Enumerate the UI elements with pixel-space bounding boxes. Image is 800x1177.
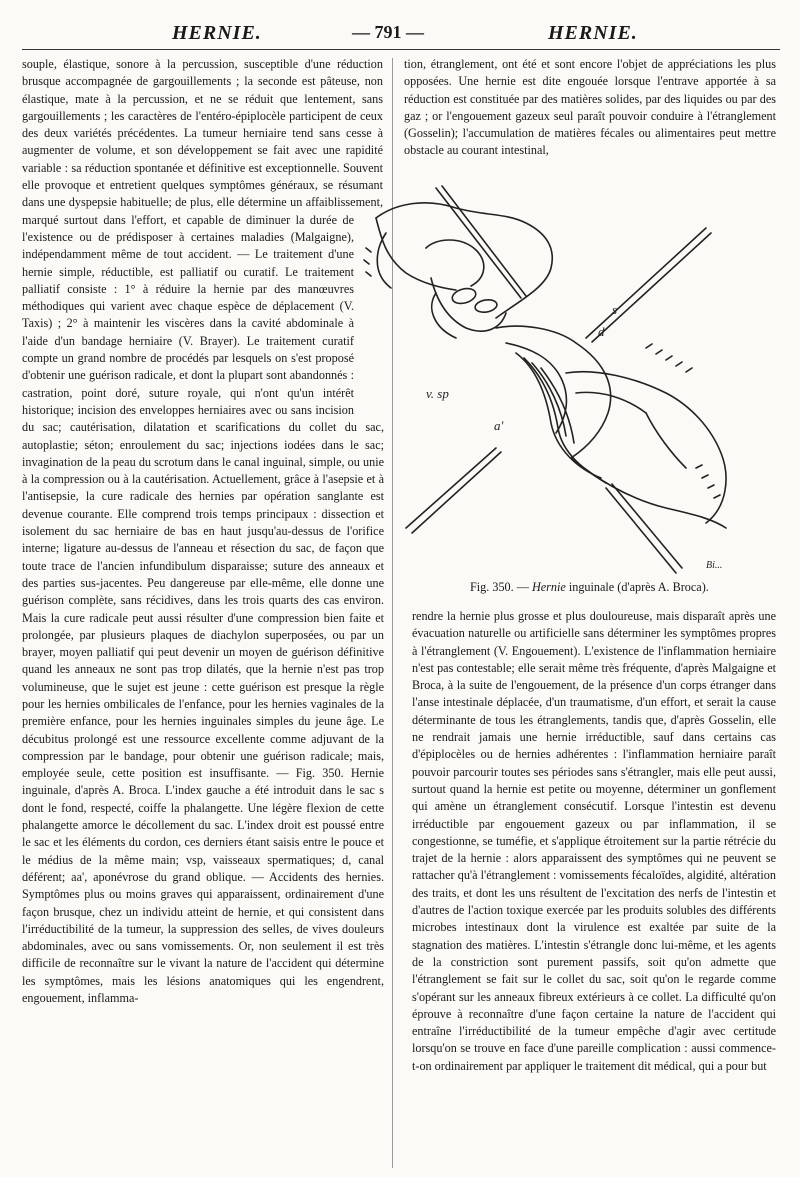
right-column-bottom-text: rendre la hernie plus grosse et plus douloureuse, mais disparaît après une évacuation naturelle ou artificielle sans déterminer les symptômes propres à l'étranglement (V. Engouement). L'existence de l'inflammation herniaire n'est pas contestable; elle serait même très fréquente, d'après Malgaigne et Broca, à la suite de l'engouement, de la présence d'un corps étranger dans l'anse intestinale déplacée, d'un traumatisme, d'un effort, et serait la cause déterminante de tous les étranglements, tandis que, d'après Gosselin, elle ne rendrait jamais une hernie irréductible, sauf dans certains cas d'épiplocèles ou de hernies adhérentes : l'inflammation herniaire paraît pouvoir parcourir toutes ses périodes sans s'étrangler, mais elle peut aussi, surtout quand la hernie est petite ou moyenne, déterminer un gonflement qui amène un étranglement consécutif. Lorsque l'intestin est devenu irréductible par engouement gazeux ou par inflammation, il se congestionne, se tuméfie, et s'applique étroitement sur la partie rétrécie du trajet de la hernie : alors apparaissent des symptômes qui ne peuvent se rattacher qu'à l'étranglement : vomissements fécaloïdes, algidité, altération des traits, et dont les uns résultent de l'excitation des nerfs de l'intestin et d'autres de l'action toxique exercée par les produits solubles des différents microbes intestinaux dont la virulence est exaltée par suite de la stagnation des matières. L'intestin s'étrangle donc lui-même, et les agents de la constriction sont purement passifs, soit qu'on admette que l'étranglement se fait sur le collet du sac, soit qu'on le regarde comme s'opérant sur les anneaux fibreux extérieurs à ce collet. La difficulté qu'on éprouve à reconnaître d'une façon certaine la nature de l'accident qui entraîne l'irréductibilité de la tumeur empêche d'agir avec certitude lorsqu'on se trouve en face d'une pareille complication : aussi commence-t-on ordinairement par appliquer le traitement dit médical, qui a pour but [412, 609, 776, 1073]
figure-caption [470, 580, 770, 595]
header-title-right: HERNIE. [548, 22, 638, 44]
label-d: d [598, 324, 605, 339]
right-column-bottom [412, 608, 776, 1173]
header-title-left: HERNIE. [172, 22, 262, 44]
right-column-top [404, 56, 776, 176]
page-number: — 791 — [352, 22, 424, 42]
left-column-text: souple, élastique, sonore à la percussion, susceptible d'une réduction brusque accompagnée de gargouillements ; la seconde est pâteuse, non élastique, mate à la percussion, et ne se réduit que lentement, sans gargouillements ; les caractères de l'entéro-épiplocèle participent de ceux des deux variétés précédentes. La tumeur herniaire tend sans cesse à augmenter de volume, et son développement se fait avec une rapidité variable : sa réduction spontanée et définitive est exceptionnelle. Souvent elle provoque et entretient quelques symptômes généraux, se résumant dans une dyspepsie habituelle; de plus, elle détermine un affaiblissement, marqué surtout dans l'effort, et capable de diminuer la durée de l'existence ou de prédisposer à certaines maladies (Malgaigne), indépendamment même de tout accident. — Le traitement d'une hernie simple, réductible, est palliatif ou curatif. Le traitement palliatif consiste : 1° à réduire la hernie par des manœuvres méthodiques qui varient avec chaque espèce de déplacement (V. Taxis) ; 2° à maintenir les viscères dans la cavité abdominale à l'aide d'un bandage herniaire (V. Brayer). Le traitement curatif compte un grand nombre de procédés par lesquels on s'est proposé d'obtenir une guérison radicale, et dont la plupart sont abandonnés : castration, point doré, suture royale, qui n'ont qu'un intérêt historique; incision des enveloppes herniaires avec ou sans incision du sac; cautérisation, dilatation et scarifications du collet du sac, autoplastie; séton; enroulement du sac; injections iodées dans le sac; invagination de la peau du scrotum dans le canal inguinal, simple, ou unie à la compression ou à la cautérisation. Actuellement, grâce à l'asepsie et à l'antisepsie, la cure radicale des hernies par opération sanglante est devenue courante. Elle comprend trois temps principaux : dissection et isolement du sac herniaire de bas en haut jusqu'au-dessus de l'orifice interne; ligature au-dessus de l'anneau et résection du sac, de façon que toute trace de l'ancien infundibulum disparaisse; suture des anneaux et des parties sus-jacentes. Peu dangereuse par elle-même, elle donne une guérison complète, sans récidives, dans les trois quarts des cas environ. Mais la cure radicale peut aussi résulter d'une compression bien faite et prolongée, par plusieurs plaques de diachylon superposées, ou par un brayer, moyen palliatif qui peut devenir un moyen de guérison définitive quand les anneaux ne sont pas trop dilatés, que la hernie n'est pas trop volumineuse, que le sujet est jeune : cette guérison est presque la règle pour les hernies ombilicales de l'enfance, pour les hernies vaginales de la première enfance, pour les hernies inguinales simples du jeune âge. Le décubitus prolongé est une ressource excellente comme adjuvant de la compression par le bandage, pour obtenir une guérison radicale; mais, employée seule, cette position est insuffisante. — Fig. 350. Hernie inguinale, d'après A. Broca. L'index gauche a été introduit dans le sac s dont le fond, respecté, coiffe la phalangette. Une légère flexion de cette phalangette amorce le décollement du sac. L'index droit est poussé entre le sac et les éléments du cordon, ces derniers étant saisis entre le pouce et le médius de la même main; vsp, vaisseaux spermatiques; d, canal déférent; aa', aponévrose du grand oblique. — Accidents des hernies. Symptômes plus ou moins graves qui apparaissent, ordinairement d'une façon brusque, chez un individu atteint de hernie, et qui consistent dans l'irréductibilité de la tumeur, la suppression des selles, de vives douleurs abdominales, avec ou sans vomissements. Or, non seulement il est très difficile de reconnaître sur le vivant la nature de l'accident qui détermine les symptômes, mais les lésions anatomiques qui les engendrent, engouement, inflamma- [22, 57, 384, 1006]
caption-rest: inguinale (d'après A. Broca). [565, 580, 709, 594]
label-s: s [612, 302, 618, 317]
label-vsp: v. sp [426, 386, 449, 401]
figure-350 [346, 178, 776, 578]
hernia-illustration [346, 178, 776, 578]
right-column-top-text: tion, étranglement, ont été et sont encore l'objet de appréciations les plus opposées. Une hernie est dite engouée lorsque l'entrave apportée à sa réduction est constituée par des matières solides, par des liquides ou par des gaz ; or l'engouement gazeux seul paraît pouvoir conduire à l'étranglement (Gosselin); l'accumulation de matières fécales ou alimentaires peut mettre obstacle au courant intestinal, [404, 57, 776, 158]
running-header [0, 22, 800, 52]
label-a: a' [494, 418, 504, 433]
header-rule [22, 49, 780, 50]
left-column [22, 56, 384, 1171]
caption-prefix: Fig. 350. — [470, 580, 532, 594]
caption-italic: Hernie [531, 580, 566, 594]
label-signature: Bi... [706, 560, 723, 571]
